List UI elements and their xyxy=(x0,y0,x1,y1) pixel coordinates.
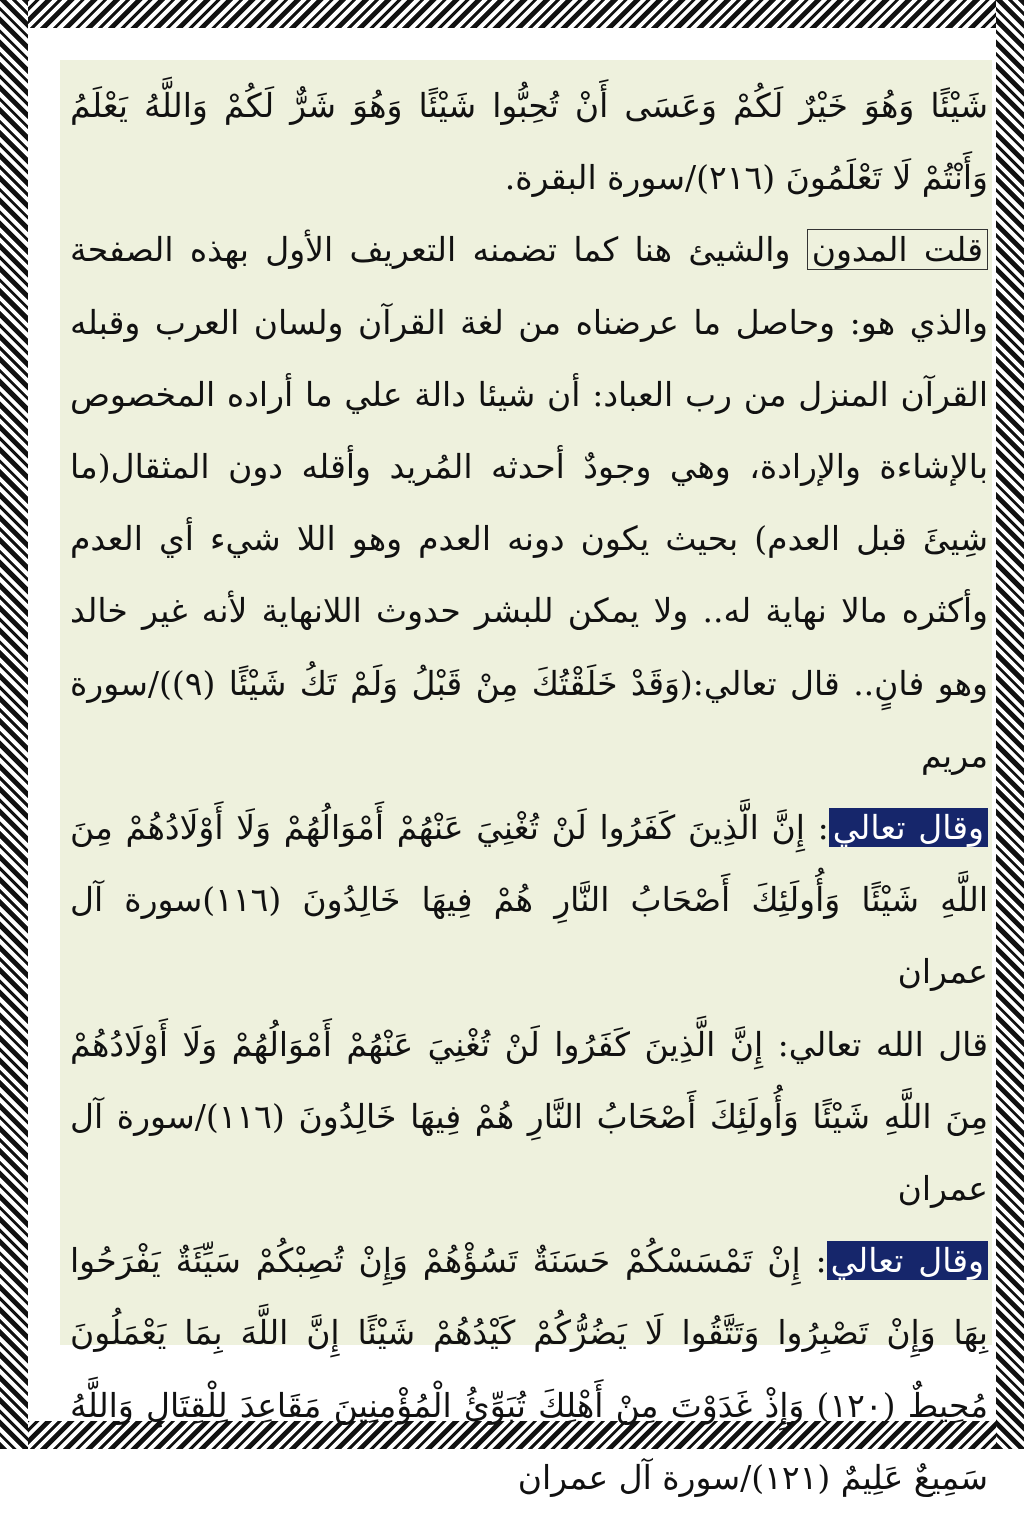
paragraph-text: : إِنْ تَمْسَسْكُمْ حَسَنَةٌ تَسُؤْهُمْ وَإِنْ تُصِبْكُمْ سَيِّئَةٌ يَفْرَحُوا بِهَا وَإِنْ تَصْبِرُوا وَتَتَّقُوا لَا يَضُرُّكُمْ كَيْدُهُمْ شَيْئًا إِنَّ اللَّهَ بِمَا يَعْمَلُونَ مُحِيطٌ (١٢٠) وَإِذْ غَدَوْتَ مِنْ أَهْلِكَ تُبَوِّئُ الْمُؤْمِنِينَ مَقَاعِدَ لِلْقِتَالِ وَاللَّهُ سَمِيعٌ عَلِيمٌ (١٢١)/سورة آل عمران xyxy=(70,1241,988,1497)
highlighted-label: وقال تعالي xyxy=(827,1241,988,1280)
highlighted-label: وقال تعالي xyxy=(829,808,988,847)
border-top xyxy=(0,0,1024,28)
paragraph-al-imran-2: قال الله تعالي: إِنَّ الَّذِينَ كَفَرُوا لَنْ تُغْنِيَ عَنْهُمْ أَمْوَالُهُمْ وَلَا أَوْلَادُهُمْ مِنَ اللَّهِ شَيْئًا وَأُولَئِكَ أَصْحَابُ النَّارِ هُمْ فِيهَا خَالِدُونَ (١١٦)/سورة آل عمران xyxy=(70,1024,988,1209)
border-left xyxy=(0,0,28,1449)
paragraph-al-imran-3 xyxy=(70,1225,988,1514)
paragraph-al-imran-1 xyxy=(70,792,988,1009)
paragraph-text: والشيئ هنا كما تضمنه التعريف الأول بهذه الصفحة والذي هو: وحاصل ما عرضناه من لغة القرآن ولسان العرب وقبله القرآن المنزل من رب العباد: أن شيئا دالة علي ما أراده المخصوص بالإشاءة والإرادة، وهي وجودٌ أحدثه المُريد وأقله دون المثقال(ما شِيئَ قبل العدم) بحيث يكون دونه العدم وهو اللا شيء أي العدم وأكثره مالا نهاية له.. ولا يمكن للبشر حدوث اللانهاية لأنه غير خالد وهو فانٍ.. قال تعالي:(وَقَدْ خَلَقْتُكَ مِنْ قَبْلُ وَلَمْ تَكُ شَيْئًا (٩))/سورة مريم xyxy=(70,230,988,775)
paragraph-quran-baqarah: شَيْئًا وَهُوَ خَيْرٌ لَكُمْ وَعَسَى أَنْ تُحِبُّوا شَيْئًا وَهُوَ شَرٌّ لَكُمْ وَاللَّهُ يَعْلَمُ وَأَنْتُمْ لَا تَعْلَمُونَ (٢١٦)/سورة البقرة. xyxy=(70,86,988,198)
paragraph-blogger-note xyxy=(70,214,988,792)
border-right xyxy=(996,0,1024,1449)
paragraph-text: : إِنَّ الَّذِينَ كَفَرُوا لَنْ تُغْنِيَ عَنْهُمْ أَمْوَالُهُمْ وَلَا أَوْلَادُهُمْ مِنَ اللَّهِ شَيْئًا وَأُولَئِكَ أَصْحَابُ النَّارِ هُمْ فِيهَا خَالِدُونَ (١١٦)سورة آل عمران xyxy=(70,808,988,992)
document-body xyxy=(70,70,988,1514)
boxed-label: قلت المدون xyxy=(807,229,988,270)
